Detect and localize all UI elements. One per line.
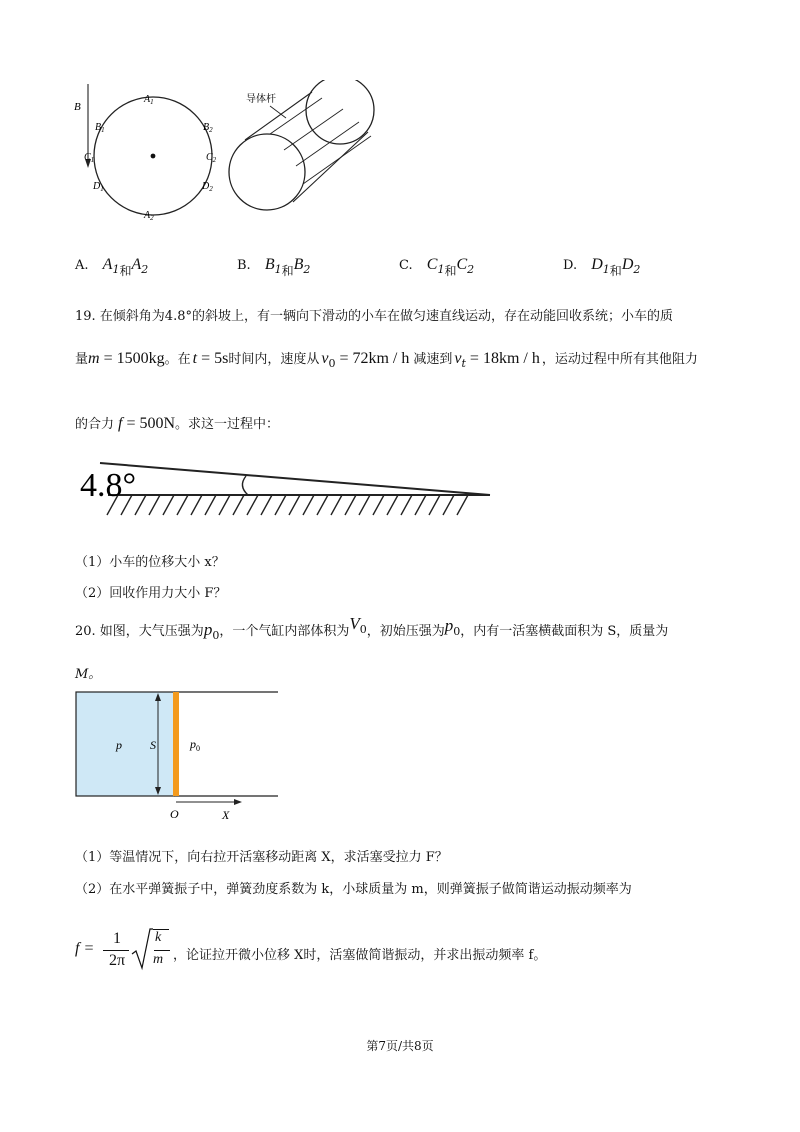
area-label: S: [150, 738, 156, 752]
label-d1: $D_1$: [93, 181, 104, 193]
label-a2: $A_2$: [144, 210, 154, 222]
option-b: B. $B_1$和$B_2$: [237, 256, 311, 278]
ground-hatch: [415, 495, 426, 515]
q19-line1: 19. 在倾斜角为4.8°的斜坡上，有一辆向下滑动的小车在做匀速直线运动，存在动能回收系统；小车的质: [75, 309, 673, 324]
ground-hatch: [205, 495, 216, 515]
ground-hatch: [429, 495, 440, 515]
ground-hatch: [233, 495, 244, 515]
ground-hatch: [219, 495, 230, 515]
option-letter: B.: [237, 258, 251, 273]
q20-sub1: （1）等温情况下，向右拉开活塞移动距离 X，求活塞受拉力 F？: [75, 850, 448, 865]
mass-expr: m = 1500kg: [88, 350, 165, 367]
ground-hatch: [443, 495, 454, 515]
label-a1: $A_1$: [144, 94, 154, 106]
ground-hatch: [401, 495, 412, 515]
force-expr: f = 500N: [118, 415, 176, 432]
angle-label: 4.8°: [80, 467, 137, 504]
q19-sub2: （2）回收作用力大小 F？: [75, 586, 227, 601]
ground-hatch: [191, 495, 202, 515]
option-letter: A.: [75, 258, 89, 273]
ground-hatch: [275, 495, 286, 515]
gas-pressure-label: p: [116, 738, 122, 752]
atm-pressure-label: $p_0$: [190, 737, 200, 753]
q20-line2: M。: [75, 667, 102, 682]
option-c: C. $C_1$和$C_2$: [399, 256, 475, 278]
q19-line2: 量m = 1500kg。在 t = 5s时间内，速度从 $v_0 = 72km / h$ 减速到 $v_t = 18km / h$ ，运动过程中所有其他阻力: [75, 350, 698, 370]
ground-hatch: [345, 495, 356, 515]
ground-hatch: [373, 495, 384, 515]
ground-hatch: [135, 495, 146, 515]
x-axis-label: X: [222, 808, 230, 822]
frequency-formula: f = 1 2π k m ，论证拉开微小位移 X时，活塞做简谐振动，并求出振动频率 f。: [75, 928, 675, 972]
ground-hatch: [303, 495, 314, 515]
ground-hatch: [149, 495, 160, 515]
label-b2: $B_2$: [203, 122, 213, 134]
ground-hatch: [387, 495, 398, 515]
time-expr: t = 5s: [192, 350, 229, 367]
q20-sub2: （2）在水平弹簧振子中，弹簧劲度系数为 k，小球质量为 m，则弹簧振子做简谐运动振动频率为: [75, 882, 632, 897]
ground-hatch: [177, 495, 188, 515]
ground-hatch: [163, 495, 174, 515]
origin-label: O: [170, 807, 179, 821]
incline-figure: [78, 455, 498, 525]
ground-hatch: [457, 495, 468, 515]
q18-options: [75, 256, 735, 282]
label-c2: $C_2$: [206, 152, 217, 164]
label-d2: $D_2$: [202, 181, 213, 193]
sqrt-sign: [131, 928, 153, 972]
ground-hatch: [247, 495, 258, 515]
label-c1: $C_1$: [84, 152, 95, 164]
ground-hatch: [359, 495, 370, 515]
q20-line1: 20. 如图，大气压强为$p_0$，一个气缸内部体积为V0，初始压强为p0，内有一活塞横截面积为 S，质量为: [75, 614, 669, 642]
ground-hatch: [261, 495, 272, 515]
option-letter: C.: [399, 258, 413, 273]
rod-label: 导体杆: [246, 94, 276, 105]
field-b-label: B: [74, 101, 81, 113]
q19-sub1: （1）小车的位移大小 x？: [75, 555, 225, 570]
ground-hatch: [331, 495, 342, 515]
label-b1: $B_1$: [95, 122, 105, 134]
option-letter: D.: [563, 258, 578, 273]
page-footer: 第7页/共8页: [366, 1039, 434, 1053]
option-a: A. $A_1$和$A_2$: [75, 256, 149, 278]
piston-figure: [72, 688, 287, 823]
q19-line3: 的合力 f = 500N。求这一过程中：: [75, 415, 280, 432]
option-d: D. $D_1$和$D_2$: [563, 256, 641, 278]
q18-figure: [60, 80, 390, 230]
ground-hatch: [317, 495, 328, 515]
ground-hatch: [289, 495, 300, 515]
